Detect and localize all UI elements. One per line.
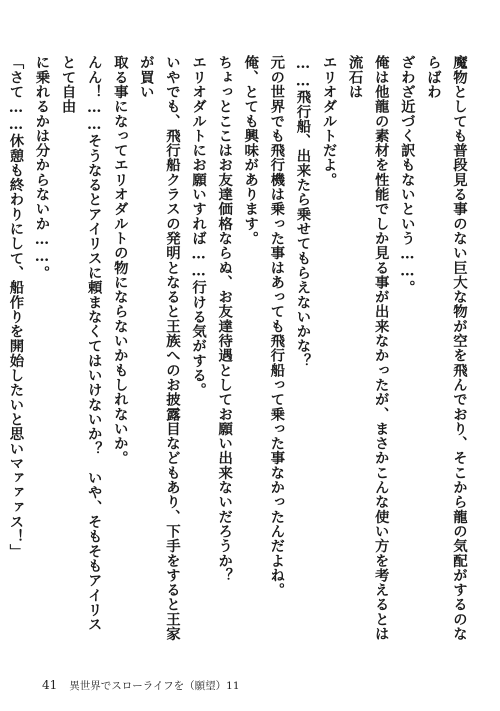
text-line-1: 魔物としても普段見る事のない巨大な物が空を飛んでおり、そこから龍の気配がするのならばわ [424, 55, 468, 641]
text-line-6: 元の世界でも飛行機は乗った事はあっても飛行船って乗った事なかったんだよね。 [268, 55, 286, 598]
text-line-11: 取る事になってエリオダルトの物にならないかもしれないか。 [111, 55, 129, 466]
text-line-2: ざわざ近づく訳もないという……。 [398, 55, 416, 295]
text-line-8: ちょっとここはお友達価格ならぬ、お友達待遇としてお願い出来ないだろうか？ [216, 55, 234, 583]
text-line-5: ……飛行船、出来たら乗せてもらえないかな？ [294, 55, 312, 368]
text-line-7: 俺、とても興味があります。 [242, 55, 260, 246]
body-text [7, 55, 472, 645]
text-line-15 [0, 55, 2, 645]
text-line-4: エリオダルトだよ。 [320, 55, 338, 187]
text-line-3: 俺は他龍の素材を性能でしか見る事が出来なかったが、まさかこんな使い方を考えるとは流石は [346, 55, 390, 641]
text-line-10: いやでも、飛行船クラスの発明となると王族へのお披露目などもあり、下手をすると王家が買い [137, 55, 181, 641]
page-number: 41 [42, 678, 58, 692]
page-footer [42, 678, 240, 693]
text-line-12: んん！……そうなるとアイリスに頼まなくてはいけないか？ いや、そもそもアイリスとて自由 [59, 55, 103, 632]
text-line-9: エリオダルトにお願いすれば……行ける気がする。 [190, 55, 208, 398]
text-line-13: に乗れるかは分からないか……。 [33, 55, 51, 280]
book-title: 異世界でスローライフを（願望）11 [69, 680, 240, 692]
text-line-14: 「さて……休憩も終わりにして、船作りを開始したいと思いマァァァス！」 [7, 55, 25, 559]
